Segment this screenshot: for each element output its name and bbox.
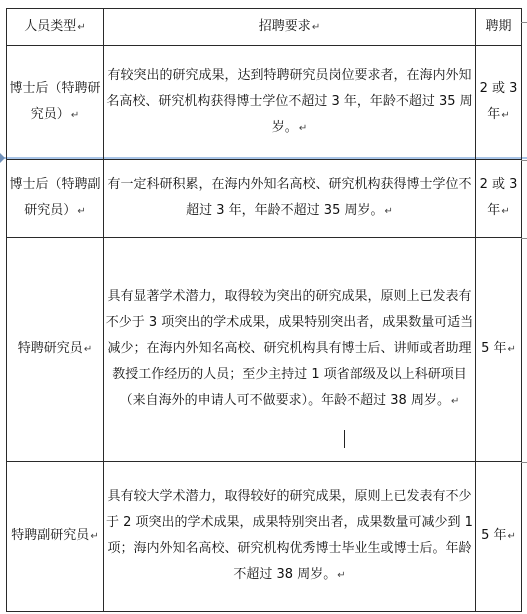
table-row — [7, 46, 522, 160]
row-marker-icon — [0, 153, 5, 163]
paragraph-mark-icon: ↵ — [501, 206, 510, 217]
header-term-label: 聘期 — [485, 19, 512, 34]
cell-requirements[interactable] — [104, 238, 476, 462]
paragraph-mark-icon: ↵ — [90, 531, 99, 542]
table-row — [7, 160, 522, 238]
paragraph-mark-icon: ↵ — [77, 206, 86, 217]
requirements-text: 有一定科研积累，在海内外知名高校、研究机构获得博士学位不超过 3 年，年龄不超过 35 周岁。 — [107, 177, 472, 218]
cell-term[interactable] — [476, 238, 522, 462]
cell-type[interactable] — [7, 462, 104, 612]
edge-tick — [521, 160, 527, 161]
edge-tick — [521, 238, 527, 239]
cell-term[interactable] — [476, 46, 522, 160]
paragraph-mark-icon: ↵ — [337, 570, 346, 581]
recruitment-table — [6, 8, 522, 612]
header-cell-requirements[interactable] — [104, 9, 476, 46]
table-row — [7, 238, 522, 462]
text-cursor — [344, 430, 345, 448]
edge-tick — [521, 462, 527, 463]
cell-type[interactable] — [7, 238, 104, 462]
requirements-text: 具有显著学术潜力，取得较为突出的研究成果，原则上已发表有不少于 3 项突出的学术成果，成果特别突出者，成果数量可适当减少；在海内外知名高校、研究机构具有博士后、讲师或者助理教授工作经历的人员；至少主持过 1 项省部级及以上科研项目（来自海外的申请人可不做要求）。年龄不超过 38 周岁。 — [105, 289, 474, 408]
cell-term[interactable] — [476, 462, 522, 612]
paragraph-mark-icon: ↵ — [384, 206, 393, 217]
term-text: 5 年 — [481, 341, 507, 356]
cell-type[interactable] — [7, 160, 104, 238]
table-row — [7, 462, 522, 612]
header-cell-term[interactable] — [476, 9, 522, 46]
header-type-label: 人员类型 — [24, 18, 77, 34]
cell-term[interactable] — [476, 160, 522, 238]
paragraph-mark-icon: ↵ — [311, 21, 321, 33]
paragraph-mark-icon: ↵ — [450, 396, 460, 407]
type-text: 特聘研究员 — [17, 341, 83, 356]
paragraph-mark-icon: ↵ — [83, 344, 93, 355]
type-text: 博士后（特聘副研究员） — [9, 177, 101, 218]
paragraph-mark-icon: ↵ — [77, 21, 86, 33]
header-requirements-label: 招聘要求 — [258, 18, 311, 34]
term-text: 5 年 — [481, 528, 507, 543]
type-text: 特聘副研究员 — [11, 528, 90, 543]
type-text: 博士后（特聘研究员） — [9, 81, 101, 122]
term-text: 2 或 3 年 — [479, 81, 518, 122]
requirements-text: 有较突出的研究成果，达到特聘研究员岗位要求者，在海内外知名高校、研究机构获得博士学位不超过 3 年，年龄不超过 35 周岁。 — [106, 68, 473, 135]
paragraph-mark-icon: ↵ — [507, 531, 516, 542]
paragraph-mark-icon: ↵ — [507, 344, 516, 355]
header-cell-type[interactable] — [7, 9, 104, 46]
cell-requirements[interactable] — [104, 160, 476, 238]
table-header-row — [7, 9, 522, 46]
cell-requirements[interactable] — [104, 46, 476, 160]
term-text: 2 或 3 年 — [479, 177, 518, 218]
paragraph-mark-icon: ↵ — [70, 110, 80, 121]
cell-requirements[interactable] — [104, 462, 476, 612]
paragraph-mark-icon: ↵ — [501, 110, 510, 121]
requirements-text: 具有较大学术潜力，取得较好的研究成果，原则上已发表有不少于 2 项突出的学术成果，成果特别突出者，成果数量可减少到 1 项；海内外知名高校、研究机构优秀博士毕业生或博士后。年龄不超过 38 周岁。 — [106, 489, 473, 582]
paragraph-mark-icon: ↵ — [298, 123, 308, 134]
edge-tick — [521, 22, 527, 23]
cell-type[interactable] — [7, 46, 104, 160]
